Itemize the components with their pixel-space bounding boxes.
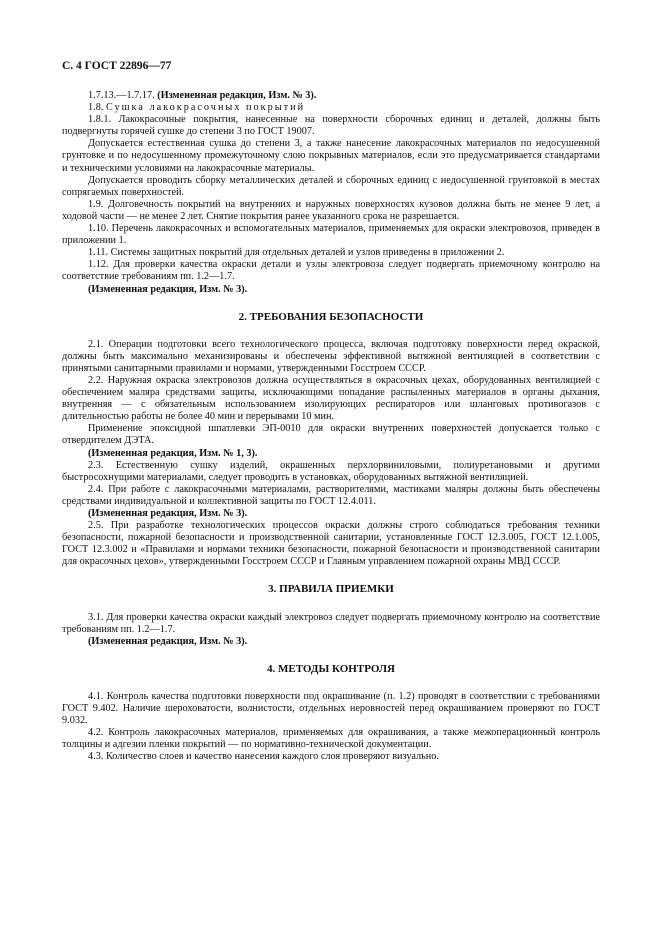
paragraph-4-3: 4.3. Количество слоев и качество нанесения каждого слоя проверяют визуально. — [88, 751, 439, 763]
section-4-title: 4. МЕТОДЫ КОНТРОЛЯ — [267, 662, 395, 675]
paragraph-4-2: 4.2. Контроль лакокрасочных материалов, применяемых для окрашивания, а также межоперационный контроль толщины и адгезии пленки покрытий — по нормативно-технической документации. — [62, 727, 600, 751]
document-page — [62, 60, 600, 764]
subsection-1-8-heading — [62, 102, 600, 114]
amendment-note: (Измененная редакция, Изм. № 3). — [88, 283, 248, 295]
paragraph-2-1: 2.1. Операции подготовки всего технологического процесса, включая подготовку поверхности перед окраской, должны быть максимально механизированы и обеспечены эффективной вытяжной вентиляцией в соответствии с принятыми санитарными правилами и нормами, утвержденными Госстроем СССР. — [62, 338, 600, 374]
section-2-title: 2. ТРЕБОВАНИЯ БЕЗОПАСНОСТИ — [238, 310, 424, 323]
paragraph-1-9: 1.9. Долговечность покрытий на внутренних и наружных поверхностях кузовов должна быть не менее 9 лет, а ходовой части — не менее 2 лет. Снятие покрытия ранее указанного срока не разрешается. — [62, 198, 600, 222]
paragraph-1-8-1: 1.8.1. Лакокрасочные покрытия, нанесенные на поверхности сборочных единиц и деталей, должны быть подвергнуты горячей сушке до степени 3 по ГОСТ 19007. — [62, 114, 600, 138]
paragraph-natural-drying: Допускается естественная сушка до степени 3, а также нанесение лакокрасочных материалов по недосушенной грунтовке и по недосушенному промежуточному слою покрывных материалов, если это предусматривается стандартами и техническими условиями на лакокрасочные материалы. — [62, 138, 600, 174]
document-body — [62, 90, 600, 764]
paragraph-3-1: 3.1. Для проверки качества окраски каждый электровоз следует подвергать приемочному контролю на соответствие требованиям пп. 1.2—1.7. — [62, 611, 600, 635]
paragraph-1-11: 1.11. Системы защитных покрытий для отдельных деталей и узлов приведены в приложении 2. — [88, 247, 505, 259]
subsection-number: 1.8. — [88, 102, 106, 114]
amendment-note: (Измененная редакция, Изм. № 3). — [88, 508, 248, 519]
paragraph-2-4: 2.4. При работе с лакокрасочными материалами, растворителями, мастиками маляры должны быть обеспечены средствами индивидуальной и коллективной защиты по ГОСТ 12.4.011. — [62, 483, 600, 507]
paragraph-epoxy: Применение эпоксидной шпатлевки ЭП-0010 для окраски внутренних поверхностей допускается только с отвердителем ДЭТА. — [62, 423, 600, 447]
amendment-note: (Измененная редакция, Изм. № 1, 3). — [88, 447, 258, 459]
paragraph-4-1: 4.1. Контроль качества подготовки поверхности под окрашивание (п. 1.2) проводят в соответствии с требованиями ГОСТ 9.402. Наличие шероховатости, волнистости, отдельных неровностей перед окрашиванием проверяют по ГОСТ 9.032. — [62, 690, 600, 727]
amendment-note: (Измененная редакция, Изм. № 3). — [88, 635, 248, 647]
clause-range: 1.7.13.—1.7.17. — [88, 90, 158, 101]
page-header: С. 4 ГОСТ 22896—77 — [62, 60, 172, 72]
paragraph-1-7-13 — [62, 90, 600, 102]
paragraph-2-3: 2.3. Естественную сушку изделий, окрашенных перхлорвиниловыми, полиуретановыми и другими быстросохнущими материалами, следует проводить в установках, оборудованных вытяжной вентиляцией. — [62, 459, 600, 483]
section-3-title: 3. ПРАВИЛА ПРИЕМКИ — [268, 583, 394, 596]
paragraph-2-2: 2.2. Наружная окраска электровозов должна осуществляться в окрасочных цехах, оборудованных вентиляцией с обеспечением маляра средствами защиты, исключающими попадание распыленных материалов в органы дыхания, внутренняя — с обязательным использованием изолирующих респираторов или шланговых противогазов с длительностью работы не более 40 мин и перерывами 10 мин. — [62, 374, 600, 423]
paragraph-1-12: 1.12. Для проверки качества окраски детали и узлы электровоза следует подвергать приемочному контролю на соответствие требованиям пп. 1.2—1.7. — [62, 259, 600, 283]
paragraph-2-5: 2.5. При разработке технологических процессов окраски должны строго соблюдаться требования техники безопасности, пожарной безопасности и производственной санитарии, установленные ГОСТ 12.3.005, ГОСТ 12.1.005, ГОСТ 12.3.002 и «Правилами и нормами техники безопасности, пожарной безопасности и производственной санитарии для окрасочных цехов», утвержденными Госстроем СССР и Главным управлением пожарной охраны МВД СССР. — [62, 520, 600, 568]
paragraph-1-10: 1.10. Перечень лакокрасочных и вспомогательных материалов, применяемых для окраски электровозов, приведен в приложении 1. — [62, 223, 600, 247]
subsection-title: Сушка лакокрасочных покрытий — [105, 102, 306, 114]
amendment-note: (Измененная редакция, Изм. № 3). — [157, 90, 317, 101]
paragraph-assembly: Допускается проводить сборку металлических деталей и сборочных единиц с недосушенной грунтовкой в местах сопрягаемых поверхностей. — [62, 174, 600, 198]
